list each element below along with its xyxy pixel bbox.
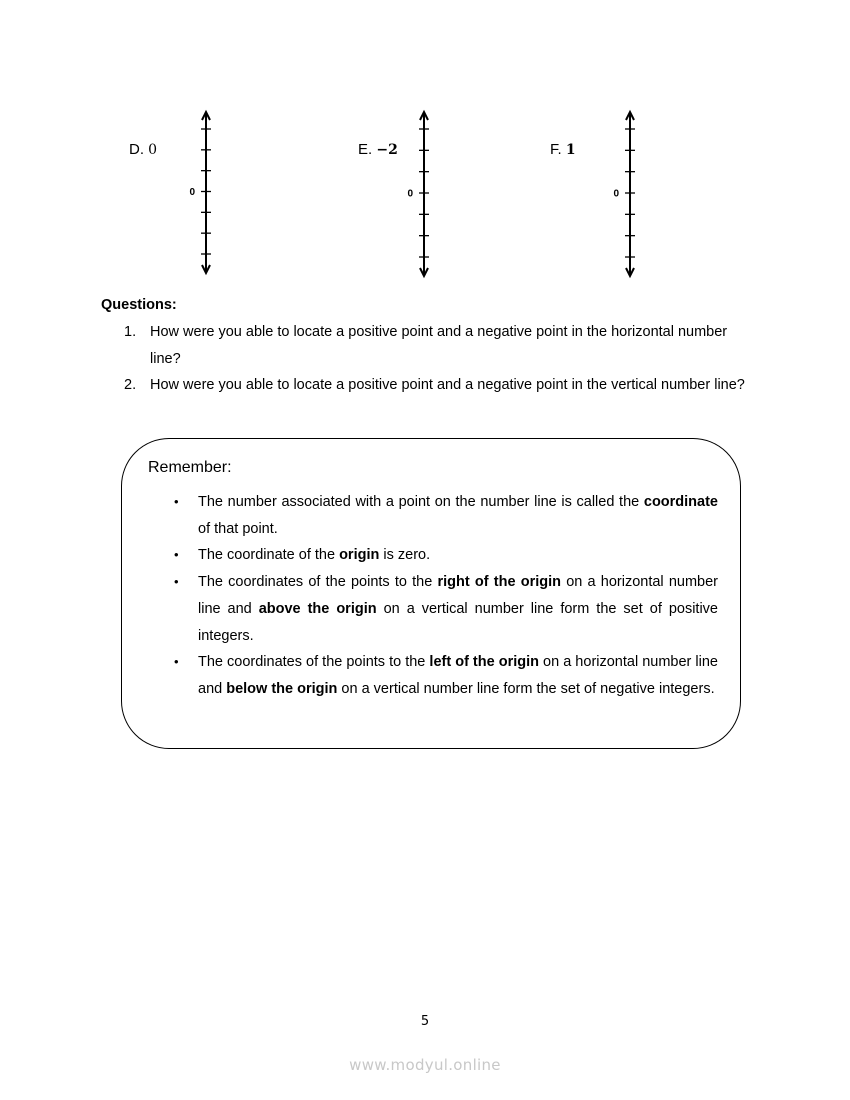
text-segment: on a horizontal number line and [198, 654, 718, 697]
item-value: −2 [376, 142, 398, 158]
bullet-icon: • [174, 574, 179, 590]
item-letter: F. [550, 141, 562, 158]
origin-label: 0 [189, 187, 195, 198]
remember-item [172, 489, 718, 542]
item-letter: E. [358, 141, 373, 158]
questions-heading: Questions: [101, 297, 177, 313]
text-segment: on a vertical number line form the set of negative integers. [337, 680, 715, 697]
question-item [124, 372, 754, 399]
bullet-icon: • [174, 654, 179, 670]
bold-term: above the origin [258, 600, 377, 617]
bold-term: coordinate [643, 494, 718, 510]
bold-term: left of the origin [429, 654, 539, 671]
origin-label: 0 [407, 188, 413, 200]
watermark: www.modyul.online [349, 1056, 501, 1074]
question-text: How were you able to locate a positive point and a negative point in the vertical number line? [150, 377, 745, 393]
text-segment: on a vertical number line form the set of positive integers. [198, 600, 718, 644]
bullet-icon: • [174, 547, 179, 563]
vertical-number-line-f [610, 110, 650, 278]
vertical-number-line-e [404, 110, 444, 278]
question-number: 1. [124, 324, 137, 340]
vertical-number-line-d [186, 110, 226, 275]
question-text: How were you able to locate a positive point and a negative point in the horizontal number line? [150, 324, 728, 367]
origin-label: 0 [613, 188, 619, 200]
bullet-icon: • [174, 494, 179, 509]
bold-term: origin [339, 547, 380, 564]
remember-item [172, 569, 718, 649]
number-line-label-d [129, 141, 157, 158]
bold-term: below the origin [226, 680, 338, 697]
page-number: 5 [420, 1014, 430, 1029]
remember-title: Remember: [148, 459, 232, 476]
bold-term: right of the origin [437, 574, 561, 591]
item-letter: D. [129, 141, 144, 158]
text-segment: The coordinates of the points to the [198, 654, 430, 671]
questions-list [124, 319, 754, 399]
text-segment: of that point. [198, 520, 278, 537]
number-line-label-e [358, 141, 398, 158]
remember-item [172, 649, 718, 702]
number-line-label-f [550, 141, 576, 158]
remember-box [121, 438, 741, 749]
text-segment: is zero. [379, 547, 431, 564]
item-value: 0 [148, 142, 158, 158]
text-segment: The number associated with a point on the number line is called the [198, 494, 644, 510]
remember-item [172, 542, 718, 569]
item-value: 1 [565, 142, 576, 158]
text-segment: The coordinate of the [198, 547, 340, 564]
question-number: 2. [124, 377, 137, 393]
text-segment: The coordinates of the points to the [198, 574, 438, 591]
remember-list [172, 489, 718, 703]
question-item [124, 319, 754, 372]
text-segment: on a horizontal number line and [198, 574, 718, 617]
